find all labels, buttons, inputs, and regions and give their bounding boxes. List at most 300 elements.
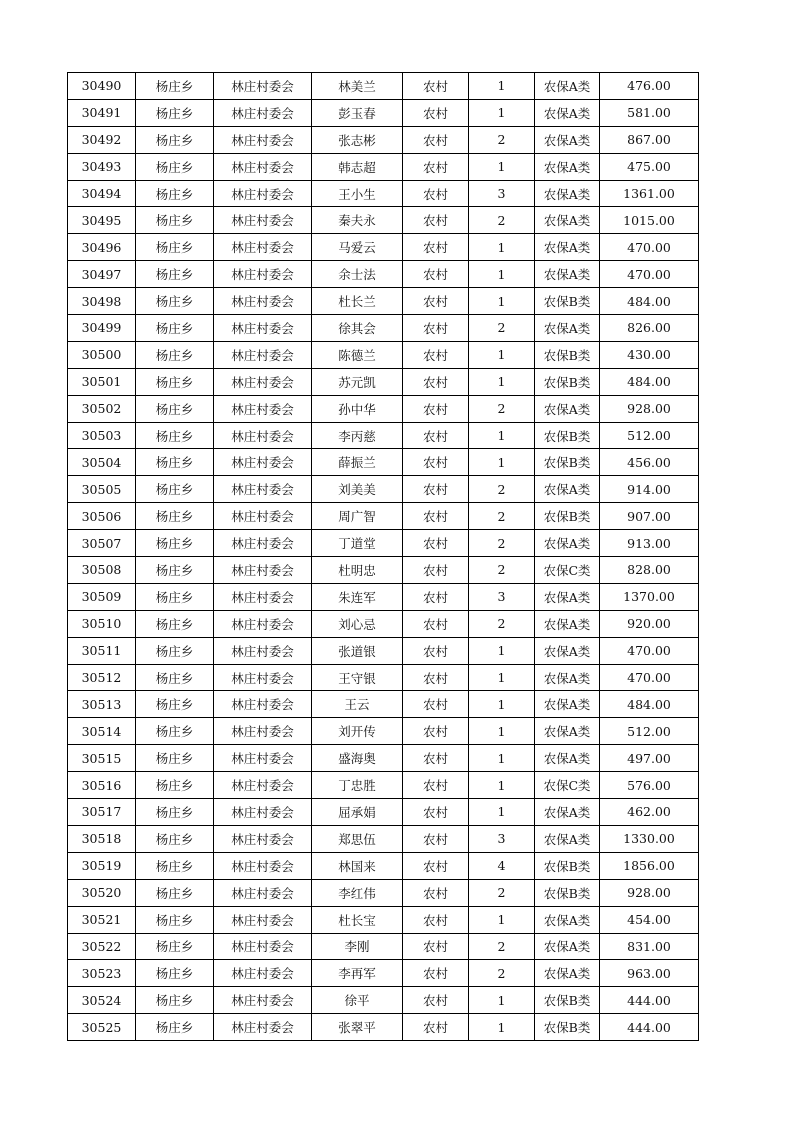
township-cell: 杨庄乡 bbox=[136, 395, 214, 422]
table-row bbox=[68, 153, 699, 180]
amount-cell: 867.00 bbox=[600, 126, 699, 153]
township-cell: 杨庄乡 bbox=[136, 852, 214, 879]
township-cell: 杨庄乡 bbox=[136, 745, 214, 772]
name-cell: 盛海奥 bbox=[312, 745, 403, 772]
village-committee-cell: 林庄村委会 bbox=[214, 610, 312, 637]
record-id-cell: 30503 bbox=[68, 422, 136, 449]
household-size-cell: 1 bbox=[469, 718, 535, 745]
insurance-category-cell: 农保B类 bbox=[535, 987, 600, 1014]
amount-cell: 470.00 bbox=[600, 664, 699, 691]
area-type-cell: 农村 bbox=[403, 261, 469, 288]
township-cell: 杨庄乡 bbox=[136, 772, 214, 799]
record-id-cell: 30497 bbox=[68, 261, 136, 288]
insurance-category-cell: 农保A类 bbox=[535, 99, 600, 126]
name-cell: 苏元凯 bbox=[312, 368, 403, 395]
area-type-cell: 农村 bbox=[403, 126, 469, 153]
insurance-category-cell: 农保A类 bbox=[535, 73, 600, 100]
household-size-cell: 1 bbox=[469, 99, 535, 126]
amount-cell: 576.00 bbox=[600, 772, 699, 799]
township-cell: 杨庄乡 bbox=[136, 73, 214, 100]
area-type-cell: 农村 bbox=[403, 825, 469, 852]
area-type-cell: 农村 bbox=[403, 530, 469, 557]
village-committee-cell: 林庄村委会 bbox=[214, 153, 312, 180]
table-row bbox=[68, 422, 699, 449]
record-id-cell: 30516 bbox=[68, 772, 136, 799]
amount-cell: 462.00 bbox=[600, 799, 699, 826]
insurance-category-cell: 农保A类 bbox=[535, 745, 600, 772]
village-committee-cell: 林庄村委会 bbox=[214, 583, 312, 610]
village-committee-cell: 林庄村委会 bbox=[214, 664, 312, 691]
table-row bbox=[68, 610, 699, 637]
insurance-category-cell: 农保A类 bbox=[535, 153, 600, 180]
area-type-cell: 农村 bbox=[403, 987, 469, 1014]
name-cell: 彭玉春 bbox=[312, 99, 403, 126]
household-size-cell: 2 bbox=[469, 207, 535, 234]
table-row bbox=[68, 772, 699, 799]
area-type-cell: 农村 bbox=[403, 637, 469, 664]
township-cell: 杨庄乡 bbox=[136, 825, 214, 852]
table-row bbox=[68, 288, 699, 315]
village-committee-cell: 林庄村委会 bbox=[214, 718, 312, 745]
table-row bbox=[68, 691, 699, 718]
amount-cell: 831.00 bbox=[600, 933, 699, 960]
insurance-category-cell: 农保B类 bbox=[535, 1014, 600, 1041]
table-row bbox=[68, 99, 699, 126]
table-row bbox=[68, 449, 699, 476]
township-cell: 杨庄乡 bbox=[136, 476, 214, 503]
village-committee-cell: 林庄村委会 bbox=[214, 772, 312, 799]
insurance-category-cell: 农保B类 bbox=[535, 341, 600, 368]
insurance-category-cell: 农保B类 bbox=[535, 422, 600, 449]
record-id-cell: 30492 bbox=[68, 126, 136, 153]
township-cell: 杨庄乡 bbox=[136, 180, 214, 207]
name-cell: 丁道堂 bbox=[312, 530, 403, 557]
amount-cell: 484.00 bbox=[600, 368, 699, 395]
village-committee-cell: 林庄村委会 bbox=[214, 126, 312, 153]
table-row bbox=[68, 825, 699, 852]
village-committee-cell: 林庄村委会 bbox=[214, 207, 312, 234]
amount-cell: 476.00 bbox=[600, 73, 699, 100]
township-cell: 杨庄乡 bbox=[136, 691, 214, 718]
insurance-category-cell: 农保B类 bbox=[535, 852, 600, 879]
village-committee-cell: 林庄村委会 bbox=[214, 987, 312, 1014]
record-id-cell: 30494 bbox=[68, 180, 136, 207]
household-size-cell: 3 bbox=[469, 825, 535, 852]
table-row bbox=[68, 1014, 699, 1041]
household-size-cell: 1 bbox=[469, 341, 535, 368]
amount-cell: 512.00 bbox=[600, 718, 699, 745]
area-type-cell: 农村 bbox=[403, 288, 469, 315]
township-cell: 杨庄乡 bbox=[136, 368, 214, 395]
household-size-cell: 1 bbox=[469, 1014, 535, 1041]
amount-cell: 1856.00 bbox=[600, 852, 699, 879]
table-row bbox=[68, 476, 699, 503]
name-cell: 李刚 bbox=[312, 933, 403, 960]
insurance-category-cell: 农保A类 bbox=[535, 610, 600, 637]
name-cell: 韩志超 bbox=[312, 153, 403, 180]
township-cell: 杨庄乡 bbox=[136, 610, 214, 637]
township-cell: 杨庄乡 bbox=[136, 960, 214, 987]
insurance-category-cell: 农保A类 bbox=[535, 637, 600, 664]
household-size-cell: 2 bbox=[469, 476, 535, 503]
area-type-cell: 农村 bbox=[403, 879, 469, 906]
record-id-cell: 30513 bbox=[68, 691, 136, 718]
name-cell: 陈德兰 bbox=[312, 341, 403, 368]
record-id-cell: 30498 bbox=[68, 288, 136, 315]
township-cell: 杨庄乡 bbox=[136, 261, 214, 288]
household-size-cell: 1 bbox=[469, 153, 535, 180]
amount-cell: 1361.00 bbox=[600, 180, 699, 207]
record-id-cell: 30507 bbox=[68, 530, 136, 557]
village-committee-cell: 林庄村委会 bbox=[214, 557, 312, 584]
household-size-cell: 1 bbox=[469, 73, 535, 100]
area-type-cell: 农村 bbox=[403, 691, 469, 718]
township-cell: 杨庄乡 bbox=[136, 126, 214, 153]
insurance-category-cell: 农保B类 bbox=[535, 879, 600, 906]
area-type-cell: 农村 bbox=[403, 960, 469, 987]
insurance-category-cell: 农保B类 bbox=[535, 288, 600, 315]
name-cell: 孙中华 bbox=[312, 395, 403, 422]
insurance-category-cell: 农保A类 bbox=[535, 664, 600, 691]
township-cell: 杨庄乡 bbox=[136, 207, 214, 234]
table-row bbox=[68, 234, 699, 261]
township-cell: 杨庄乡 bbox=[136, 933, 214, 960]
record-id-cell: 30509 bbox=[68, 583, 136, 610]
insurance-category-cell: 农保A类 bbox=[535, 960, 600, 987]
village-committee-cell: 林庄村委会 bbox=[214, 879, 312, 906]
household-size-cell: 1 bbox=[469, 691, 535, 718]
amount-cell: 826.00 bbox=[600, 315, 699, 342]
household-size-cell: 1 bbox=[469, 261, 535, 288]
table-row bbox=[68, 933, 699, 960]
village-committee-cell: 林庄村委会 bbox=[214, 422, 312, 449]
area-type-cell: 农村 bbox=[403, 180, 469, 207]
record-id-cell: 30504 bbox=[68, 449, 136, 476]
amount-cell: 913.00 bbox=[600, 530, 699, 557]
insurance-category-cell: 农保A类 bbox=[535, 718, 600, 745]
township-cell: 杨庄乡 bbox=[136, 879, 214, 906]
amount-cell: 470.00 bbox=[600, 234, 699, 261]
insurance-category-cell: 农保A类 bbox=[535, 207, 600, 234]
amount-cell: 928.00 bbox=[600, 395, 699, 422]
name-cell: 杜长兰 bbox=[312, 288, 403, 315]
record-id-cell: 30519 bbox=[68, 852, 136, 879]
area-type-cell: 农村 bbox=[403, 583, 469, 610]
insurance-category-cell: 农保A类 bbox=[535, 691, 600, 718]
name-cell: 林美兰 bbox=[312, 73, 403, 100]
area-type-cell: 农村 bbox=[403, 557, 469, 584]
record-id-cell: 30501 bbox=[68, 368, 136, 395]
area-type-cell: 农村 bbox=[403, 368, 469, 395]
household-size-cell: 1 bbox=[469, 234, 535, 261]
name-cell: 李再军 bbox=[312, 960, 403, 987]
township-cell: 杨庄乡 bbox=[136, 718, 214, 745]
household-size-cell: 1 bbox=[469, 664, 535, 691]
amount-cell: 484.00 bbox=[600, 691, 699, 718]
name-cell: 刘美美 bbox=[312, 476, 403, 503]
record-id-cell: 30523 bbox=[68, 960, 136, 987]
village-committee-cell: 林庄村委会 bbox=[214, 395, 312, 422]
table-row bbox=[68, 207, 699, 234]
village-committee-cell: 林庄村委会 bbox=[214, 906, 312, 933]
record-id-cell: 30491 bbox=[68, 99, 136, 126]
village-committee-cell: 林庄村委会 bbox=[214, 261, 312, 288]
table-row bbox=[68, 73, 699, 100]
name-cell: 林国来 bbox=[312, 852, 403, 879]
record-id-cell: 30490 bbox=[68, 73, 136, 100]
amount-cell: 1015.00 bbox=[600, 207, 699, 234]
village-committee-cell: 林庄村委会 bbox=[214, 960, 312, 987]
name-cell: 李丙慈 bbox=[312, 422, 403, 449]
record-id-cell: 30493 bbox=[68, 153, 136, 180]
area-type-cell: 农村 bbox=[403, 476, 469, 503]
table-row bbox=[68, 906, 699, 933]
village-committee-cell: 林庄村委会 bbox=[214, 530, 312, 557]
insurance-category-cell: 农保A类 bbox=[535, 126, 600, 153]
name-cell: 王云 bbox=[312, 691, 403, 718]
township-cell: 杨庄乡 bbox=[136, 987, 214, 1014]
area-type-cell: 农村 bbox=[403, 718, 469, 745]
household-size-cell: 2 bbox=[469, 395, 535, 422]
village-committee-cell: 林庄村委会 bbox=[214, 1014, 312, 1041]
record-id-cell: 30520 bbox=[68, 879, 136, 906]
table-row bbox=[68, 395, 699, 422]
insurance-category-cell: 农保A类 bbox=[535, 825, 600, 852]
township-cell: 杨庄乡 bbox=[136, 288, 214, 315]
area-type-cell: 农村 bbox=[403, 610, 469, 637]
township-cell: 杨庄乡 bbox=[136, 664, 214, 691]
village-committee-cell: 林庄村委会 bbox=[214, 449, 312, 476]
record-id-cell: 30521 bbox=[68, 906, 136, 933]
name-cell: 王小生 bbox=[312, 180, 403, 207]
insurance-category-cell: 农保A类 bbox=[535, 799, 600, 826]
record-id-cell: 30512 bbox=[68, 664, 136, 691]
record-id-cell: 30518 bbox=[68, 825, 136, 852]
area-type-cell: 农村 bbox=[403, 73, 469, 100]
record-id-cell: 30510 bbox=[68, 610, 136, 637]
household-size-cell: 4 bbox=[469, 852, 535, 879]
insurance-category-cell: 农保A类 bbox=[535, 583, 600, 610]
township-cell: 杨庄乡 bbox=[136, 315, 214, 342]
amount-cell: 470.00 bbox=[600, 261, 699, 288]
amount-cell: 444.00 bbox=[600, 987, 699, 1014]
township-cell: 杨庄乡 bbox=[136, 503, 214, 530]
insurance-category-cell: 农保C类 bbox=[535, 557, 600, 584]
table-row bbox=[68, 341, 699, 368]
amount-cell: 963.00 bbox=[600, 960, 699, 987]
area-type-cell: 农村 bbox=[403, 906, 469, 933]
township-cell: 杨庄乡 bbox=[136, 1014, 214, 1041]
name-cell: 周广智 bbox=[312, 503, 403, 530]
record-id-cell: 30505 bbox=[68, 476, 136, 503]
village-committee-cell: 林庄村委会 bbox=[214, 799, 312, 826]
area-type-cell: 农村 bbox=[403, 99, 469, 126]
record-id-cell: 30517 bbox=[68, 799, 136, 826]
township-cell: 杨庄乡 bbox=[136, 799, 214, 826]
name-cell: 张志彬 bbox=[312, 126, 403, 153]
household-size-cell: 1 bbox=[469, 637, 535, 664]
village-committee-cell: 林庄村委会 bbox=[214, 73, 312, 100]
insurance-category-cell: 农保A类 bbox=[535, 234, 600, 261]
household-size-cell: 2 bbox=[469, 530, 535, 557]
amount-cell: 914.00 bbox=[600, 476, 699, 503]
amount-cell: 470.00 bbox=[600, 637, 699, 664]
area-type-cell: 农村 bbox=[403, 745, 469, 772]
area-type-cell: 农村 bbox=[403, 315, 469, 342]
insurance-category-cell: 农保A类 bbox=[535, 395, 600, 422]
household-size-cell: 2 bbox=[469, 503, 535, 530]
township-cell: 杨庄乡 bbox=[136, 583, 214, 610]
records-table bbox=[67, 72, 699, 1041]
area-type-cell: 农村 bbox=[403, 449, 469, 476]
township-cell: 杨庄乡 bbox=[136, 99, 214, 126]
township-cell: 杨庄乡 bbox=[136, 422, 214, 449]
township-cell: 杨庄乡 bbox=[136, 530, 214, 557]
household-size-cell: 1 bbox=[469, 906, 535, 933]
insurance-category-cell: 农保A类 bbox=[535, 180, 600, 207]
household-size-cell: 1 bbox=[469, 368, 535, 395]
name-cell: 杜明忠 bbox=[312, 557, 403, 584]
amount-cell: 828.00 bbox=[600, 557, 699, 584]
village-committee-cell: 林庄村委会 bbox=[214, 852, 312, 879]
household-size-cell: 1 bbox=[469, 987, 535, 1014]
record-id-cell: 30524 bbox=[68, 987, 136, 1014]
amount-cell: 1370.00 bbox=[600, 583, 699, 610]
village-committee-cell: 林庄村委会 bbox=[214, 315, 312, 342]
amount-cell: 430.00 bbox=[600, 341, 699, 368]
record-id-cell: 30502 bbox=[68, 395, 136, 422]
household-size-cell: 2 bbox=[469, 879, 535, 906]
table-row bbox=[68, 852, 699, 879]
household-size-cell: 1 bbox=[469, 422, 535, 449]
household-size-cell: 1 bbox=[469, 799, 535, 826]
name-cell: 李红伟 bbox=[312, 879, 403, 906]
record-id-cell: 30522 bbox=[68, 933, 136, 960]
area-type-cell: 农村 bbox=[403, 503, 469, 530]
amount-cell: 454.00 bbox=[600, 906, 699, 933]
table-row bbox=[68, 664, 699, 691]
household-size-cell: 1 bbox=[469, 288, 535, 315]
household-size-cell: 3 bbox=[469, 180, 535, 207]
insurance-category-cell: 农保B类 bbox=[535, 368, 600, 395]
area-type-cell: 农村 bbox=[403, 422, 469, 449]
household-size-cell: 2 bbox=[469, 960, 535, 987]
name-cell: 张道银 bbox=[312, 637, 403, 664]
township-cell: 杨庄乡 bbox=[136, 449, 214, 476]
name-cell: 王守银 bbox=[312, 664, 403, 691]
area-type-cell: 农村 bbox=[403, 799, 469, 826]
name-cell: 徐其会 bbox=[312, 315, 403, 342]
insurance-category-cell: 农保A类 bbox=[535, 261, 600, 288]
table-row bbox=[68, 180, 699, 207]
township-cell: 杨庄乡 bbox=[136, 234, 214, 261]
insurance-category-cell: 农保A类 bbox=[535, 906, 600, 933]
name-cell: 丁忠胜 bbox=[312, 772, 403, 799]
household-size-cell: 1 bbox=[469, 772, 535, 799]
amount-cell: 456.00 bbox=[600, 449, 699, 476]
household-size-cell: 1 bbox=[469, 449, 535, 476]
table-row bbox=[68, 368, 699, 395]
household-size-cell: 2 bbox=[469, 126, 535, 153]
record-id-cell: 30508 bbox=[68, 557, 136, 584]
name-cell: 张翠平 bbox=[312, 1014, 403, 1041]
village-committee-cell: 林庄村委会 bbox=[214, 637, 312, 664]
area-type-cell: 农村 bbox=[403, 664, 469, 691]
amount-cell: 444.00 bbox=[600, 1014, 699, 1041]
village-committee-cell: 林庄村委会 bbox=[214, 288, 312, 315]
name-cell: 屈承娟 bbox=[312, 799, 403, 826]
area-type-cell: 农村 bbox=[403, 207, 469, 234]
table-row bbox=[68, 879, 699, 906]
amount-cell: 928.00 bbox=[600, 879, 699, 906]
table-row bbox=[68, 799, 699, 826]
area-type-cell: 农村 bbox=[403, 1014, 469, 1041]
household-size-cell: 3 bbox=[469, 583, 535, 610]
village-committee-cell: 林庄村委会 bbox=[214, 745, 312, 772]
household-size-cell: 1 bbox=[469, 745, 535, 772]
table-row bbox=[68, 637, 699, 664]
record-id-cell: 30514 bbox=[68, 718, 136, 745]
amount-cell: 497.00 bbox=[600, 745, 699, 772]
record-id-cell: 30499 bbox=[68, 315, 136, 342]
area-type-cell: 农村 bbox=[403, 852, 469, 879]
name-cell: 朱连军 bbox=[312, 583, 403, 610]
insurance-category-cell: 农保B类 bbox=[535, 449, 600, 476]
township-cell: 杨庄乡 bbox=[136, 341, 214, 368]
amount-cell: 907.00 bbox=[600, 503, 699, 530]
insurance-category-cell: 农保A类 bbox=[535, 476, 600, 503]
table-row bbox=[68, 261, 699, 288]
record-id-cell: 30515 bbox=[68, 745, 136, 772]
township-cell: 杨庄乡 bbox=[136, 557, 214, 584]
household-size-cell: 2 bbox=[469, 315, 535, 342]
table-row bbox=[68, 745, 699, 772]
table-row bbox=[68, 503, 699, 530]
township-cell: 杨庄乡 bbox=[136, 637, 214, 664]
area-type-cell: 农村 bbox=[403, 341, 469, 368]
village-committee-cell: 林庄村委会 bbox=[214, 933, 312, 960]
insurance-category-cell: 农保A类 bbox=[535, 530, 600, 557]
table-row bbox=[68, 987, 699, 1014]
table-row bbox=[68, 960, 699, 987]
township-cell: 杨庄乡 bbox=[136, 153, 214, 180]
table-row bbox=[68, 315, 699, 342]
name-cell: 秦夫永 bbox=[312, 207, 403, 234]
amount-cell: 920.00 bbox=[600, 610, 699, 637]
village-committee-cell: 林庄村委会 bbox=[214, 503, 312, 530]
insurance-category-cell: 农保C类 bbox=[535, 772, 600, 799]
insurance-category-cell: 农保B类 bbox=[535, 503, 600, 530]
table-row bbox=[68, 583, 699, 610]
village-committee-cell: 林庄村委会 bbox=[214, 368, 312, 395]
table-row bbox=[68, 126, 699, 153]
name-cell: 马爱云 bbox=[312, 234, 403, 261]
village-committee-cell: 林庄村委会 bbox=[214, 341, 312, 368]
village-committee-cell: 林庄村委会 bbox=[214, 180, 312, 207]
record-id-cell: 30506 bbox=[68, 503, 136, 530]
area-type-cell: 农村 bbox=[403, 933, 469, 960]
name-cell: 刘开传 bbox=[312, 718, 403, 745]
village-committee-cell: 林庄村委会 bbox=[214, 99, 312, 126]
area-type-cell: 农村 bbox=[403, 234, 469, 261]
table-row bbox=[68, 557, 699, 584]
table-body bbox=[68, 73, 699, 1041]
area-type-cell: 农村 bbox=[403, 772, 469, 799]
record-id-cell: 30500 bbox=[68, 341, 136, 368]
village-committee-cell: 林庄村委会 bbox=[214, 234, 312, 261]
name-cell: 刘心忌 bbox=[312, 610, 403, 637]
amount-cell: 484.00 bbox=[600, 288, 699, 315]
